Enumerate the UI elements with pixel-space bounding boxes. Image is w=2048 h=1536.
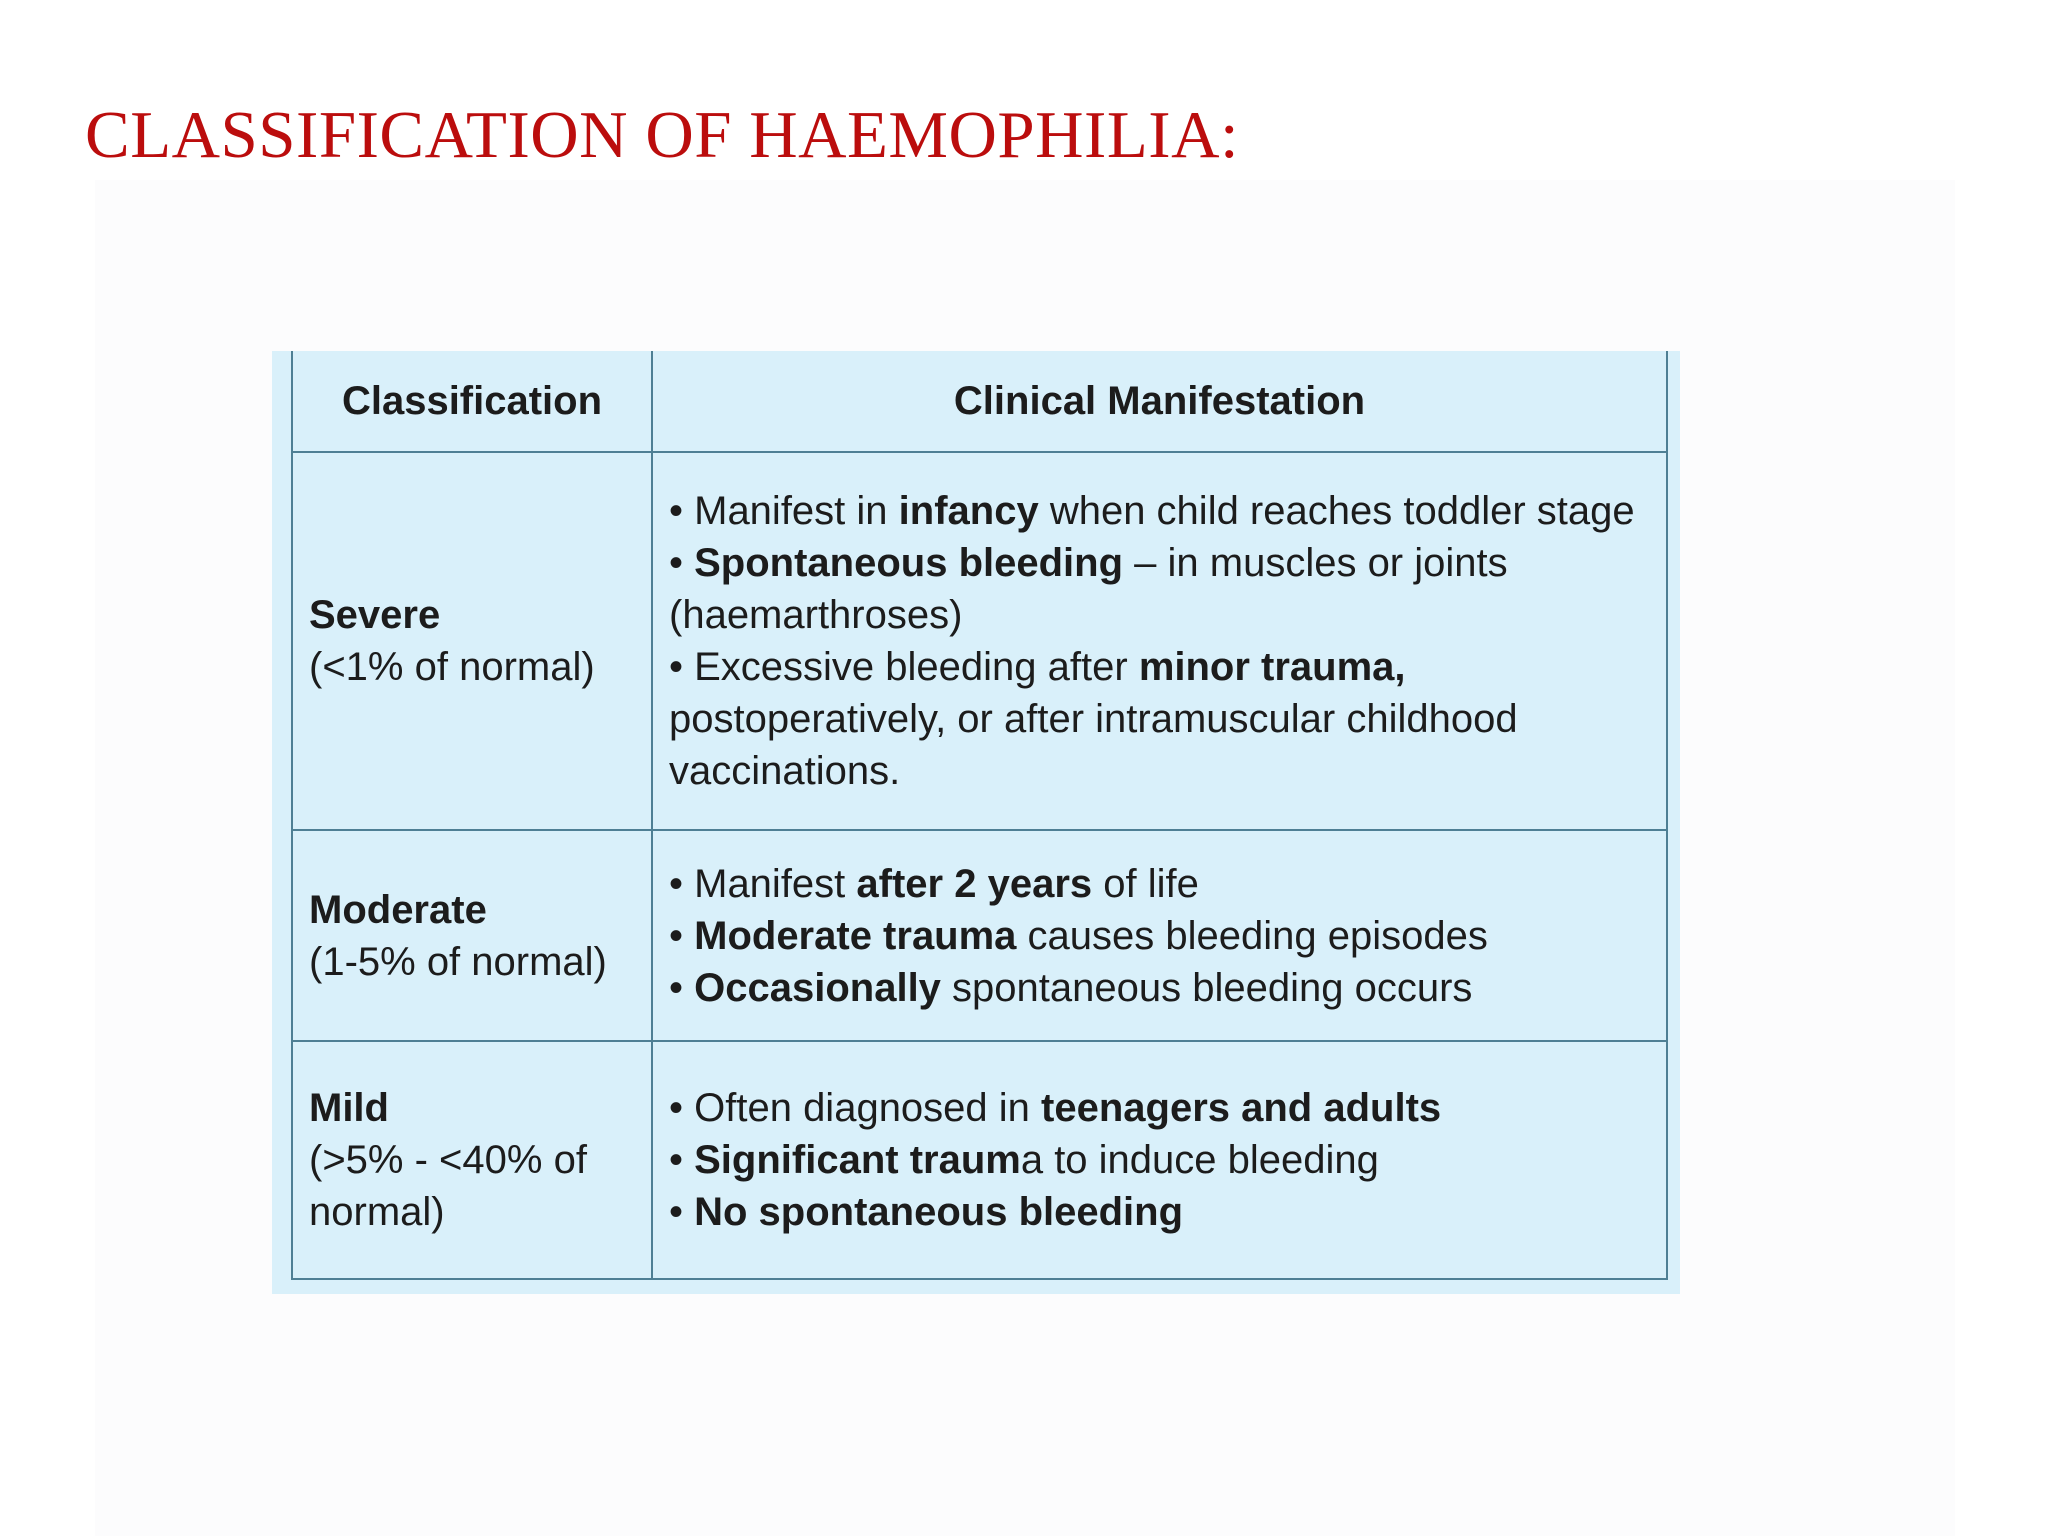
manifestation-text: – in muscles or joints (haemarthroses) [669,541,1508,638]
manifestation-item [669,537,1652,641]
manifestation-text: • Manifest [669,861,857,906]
manifestation-text: • Manifest in [669,489,899,534]
manifestation-item [669,1134,1652,1186]
manifestation-text: postoperatively, or after intramuscular childhood vaccinations. [669,697,1518,794]
manifestation-text: • [669,541,695,586]
manifestation-text: spontaneous bleeding occurs [940,965,1473,1010]
table-row-severe [292,452,1667,830]
classification-table [291,351,1668,1280]
manifestation-text: • [669,1189,695,1234]
classification-range: (>5% - <40% of normal) [309,1137,587,1234]
manifestation-text: • [669,1137,695,1182]
manifestation-emphasis: after 2 years [856,861,1093,906]
classification-name: Mild [309,1085,389,1130]
manifestation-emphasis: minor trauma, [1138,645,1406,690]
manifestation-item [669,485,1652,537]
classification-table-panel [272,351,1680,1294]
manifestation-item [669,1186,1652,1238]
manifestation-emphasis: Spontaneous bleeding [694,541,1124,586]
manifestation-emphasis: Moderate trauma [694,913,1017,958]
manifestation-item [669,641,1652,797]
manifestation-emphasis: No spontaneous bleeding [694,1189,1184,1234]
manifestation-text: • [669,913,695,958]
classification-cell-mild [292,1041,652,1279]
table-row-moderate [292,830,1667,1040]
manifestation-text: • [669,965,695,1010]
classification-cell-moderate [292,830,652,1040]
classification-range: (1-5% of normal) [309,939,607,984]
header-clinical-manifestation: Clinical Manifestation [652,351,1667,452]
manifestation-cell-severe [652,452,1667,830]
table-row-mild [292,1041,1667,1279]
manifestation-item [669,962,1652,1014]
classification-name: Moderate [309,887,487,932]
manifestation-emphasis: infancy [898,489,1039,534]
manifestation-item [669,1082,1652,1134]
classification-cell-severe [292,452,652,830]
manifestation-emphasis: Significant traum [694,1137,1021,1182]
classification-range: (<1% of normal) [309,645,595,690]
manifestation-emphasis: teenagers and adults [1041,1085,1442,1130]
manifestation-text: causes bleeding episodes [1016,913,1488,958]
classification-name: Severe [309,593,441,638]
table-header-row [292,351,1667,452]
manifestation-text: • Often diagnosed in [669,1085,1042,1130]
manifestation-text: when child reaches toddler stage [1038,489,1635,534]
manifestation-text: of life [1092,861,1199,906]
header-classification: Classification [292,351,652,452]
manifestation-item [669,910,1652,962]
manifestation-cell-moderate [652,830,1667,1040]
manifestation-text: • Excessive bleeding after [669,645,1139,690]
manifestation-text: a to induce bleeding [1020,1137,1379,1182]
manifestation-item [669,858,1652,910]
manifestation-cell-mild [652,1041,1667,1279]
slide-title: CLASSIFICATION OF HAEMOPHILIA: [85,98,1240,172]
manifestation-emphasis: Occasionally [694,965,941,1010]
